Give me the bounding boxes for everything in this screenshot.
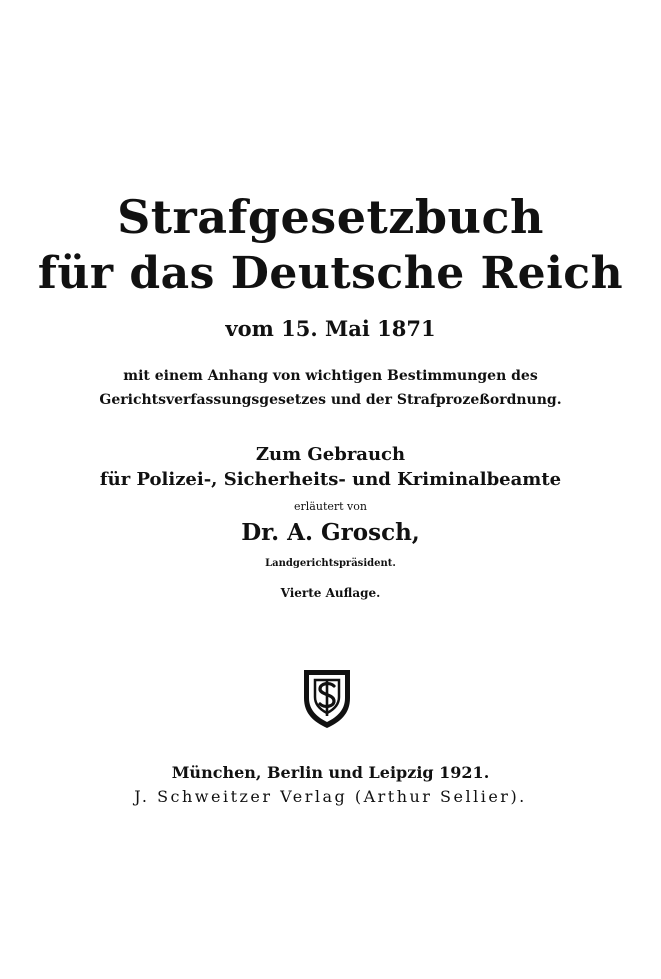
appendix-line-2: Gerichtsverfassungsgesetzes und der Strafprozeßordnung. <box>99 392 562 408</box>
publisher-name: J. Schweitzer Verlag (Arthur Sellier). <box>134 787 527 806</box>
publisher-emblem-icon <box>302 668 352 730</box>
explained-by: erläutert von <box>294 500 367 513</box>
book-title: Strafgesetzbuch <box>117 190 544 244</box>
author-name: Dr. A. Grosch, <box>241 519 420 546</box>
purpose-line-1: Zum Gebrauch <box>255 444 406 465</box>
book-title-line-2: für das Deutsche Reich <box>37 248 624 299</box>
purpose-line-2: für Polizei-, Sicherheits- und Kriminalbeamte <box>99 469 562 490</box>
publisher-place-year: München, Berlin und Leipzig 1921. <box>171 763 490 782</box>
edition: Vierte Auflage. <box>280 586 381 600</box>
author-title: Landgerichtspräsident. <box>265 558 396 569</box>
appendix-line-1: mit einem Anhang von wichtigen Bestimmungen des <box>123 368 538 384</box>
law-date: vom 15. Mai 1871 <box>225 316 436 341</box>
